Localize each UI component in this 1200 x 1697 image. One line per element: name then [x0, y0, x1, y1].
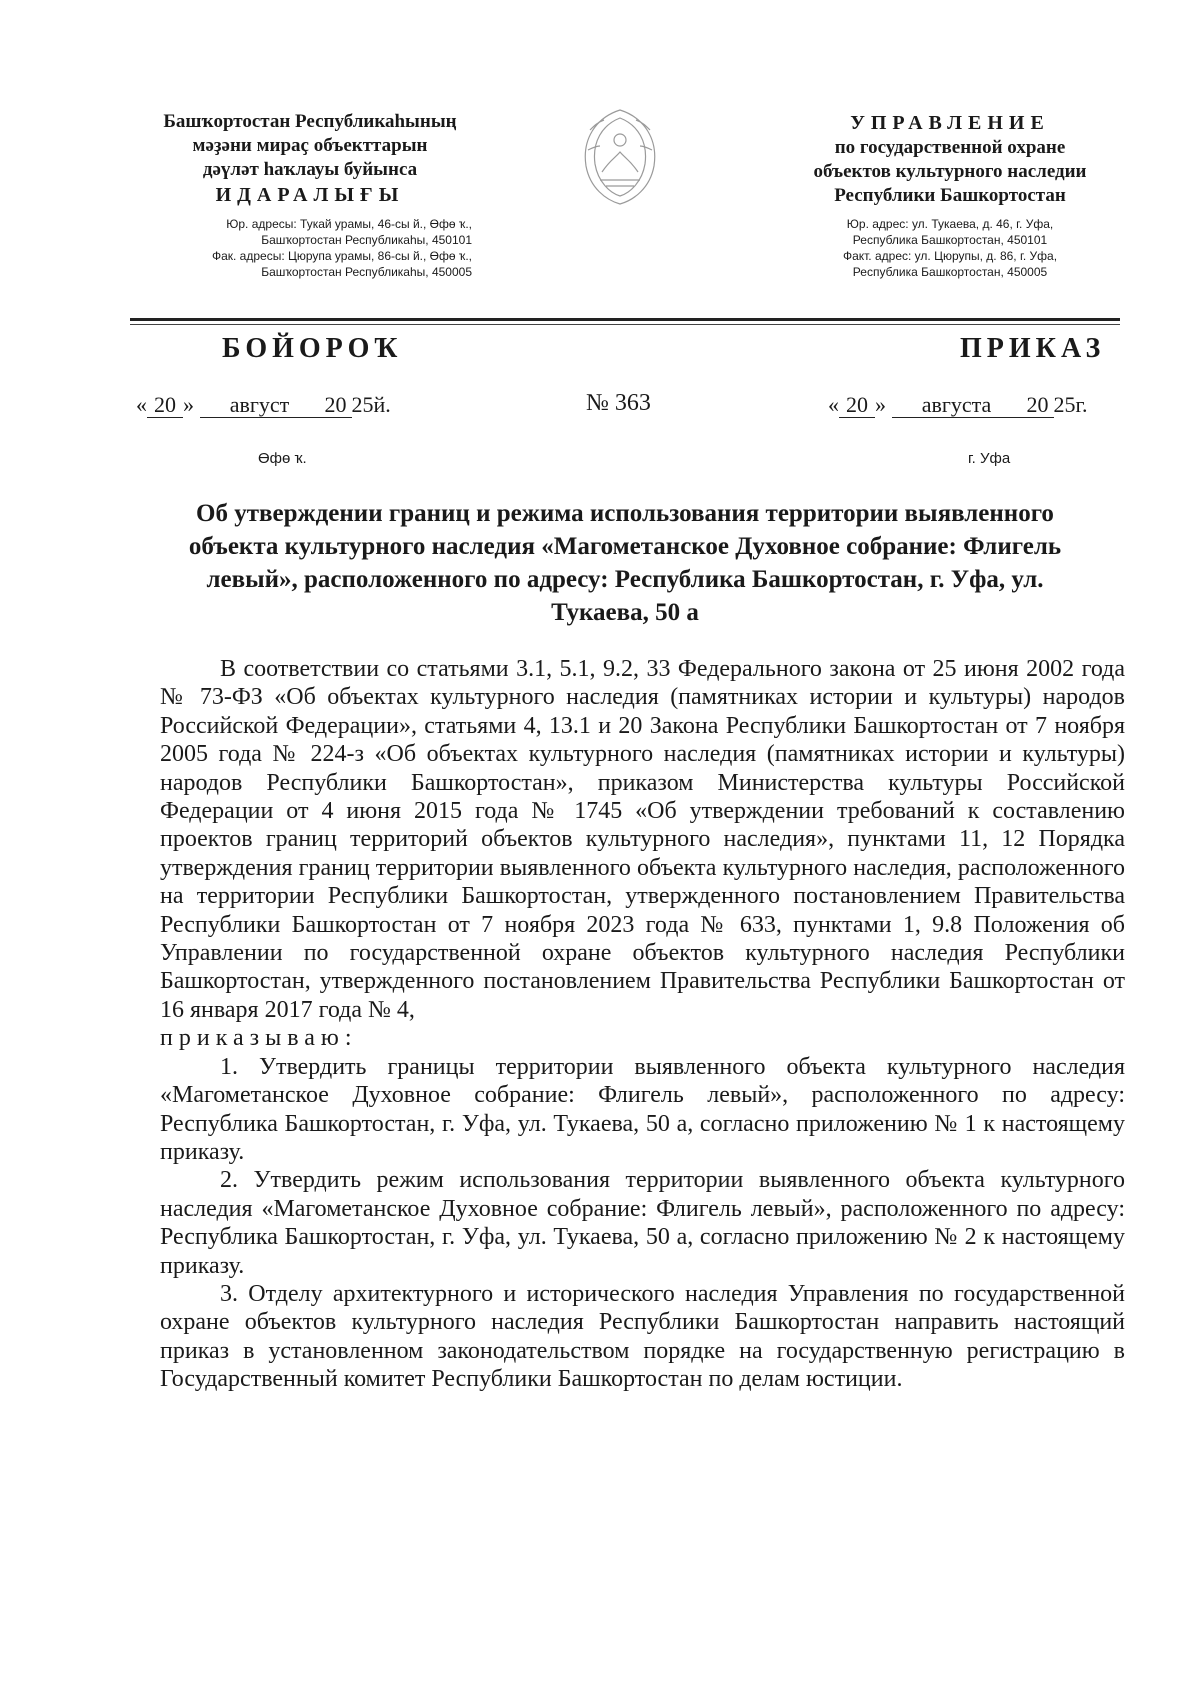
header-right-line: Республики Башкортостан: [834, 185, 1066, 206]
document-subject: Об утверждении границ и режима использования территории выявленного объекта культурного наследия «Магометанское Духовное собрание: Флигель левый», расположенного по адресу: Республика Башкортостан, г. Уфа, ул. Тукаева, 50 а: [188, 500, 1062, 626]
date-russian: [828, 392, 1088, 418]
header-divider: [130, 318, 1120, 321]
header-right-line: объектов культурного наследии: [813, 161, 1087, 182]
date-year-suffix-letter: й.: [373, 392, 391, 417]
place-russian: г. Уфа: [968, 450, 1011, 467]
quote-open: «: [828, 392, 839, 417]
header-divider-thin: [130, 324, 1120, 325]
doc-type-bashkir: БОЙОРОҠ: [222, 333, 403, 364]
date-day: 20: [147, 393, 183, 418]
address-line: Юр. адресы: Тукай урамы, 46-сы й., Өфө ҡ.,: [226, 217, 472, 231]
document-body: [160, 655, 1125, 1394]
header-left-line: Башҡортостан Республикаһының: [163, 111, 457, 132]
address-line: Фак. адресы: Цюрупа урамы, 86-сы й., Өфө ҡ.,: [211, 249, 472, 263]
header-right: [780, 110, 1120, 280]
header-right-address: [780, 216, 1120, 280]
address-line: Факт. адрес: ул. Цюрупы, д. 86, г. Уфа,: [842, 249, 1058, 263]
date-month: август: [200, 393, 320, 418]
date-year-suffix: 25: [351, 392, 374, 417]
address-line: Башҡортостан Республикаһы, 450005: [261, 265, 472, 279]
order-item: 1. Утвердить границы территории выявленного объекта культурного наследия «Магометанское Духовное собрание: Флигель левый», расположенного по адресу: Республика Башкортостан, г. Уфа, ул. Тукаева, 50 а, согласно приложению № 1 к настоящему приказу.: [160, 1053, 1125, 1165]
address-line: Республика Башкортостан, 450005: [852, 265, 1048, 279]
header-left-address: [130, 216, 490, 280]
doc-type-russian: ПРИКАЗ: [960, 333, 1106, 364]
preamble-paragraph: В соответствии со статьями 3.1, 5.1, 9.2, 33 Федерального закона от 25 июня 2002 года № 73-ФЗ «Об объектах культурного наследия (памятниках истории и культуры) народов Российской Федерации», статьями 4, 13.1 и 20 Закона Республики Башкортостан от 7 ноября 2005 года № 224-з «Об объектах культурного наследия (памятниках истории и культуры) народов Республики Башкортостан», приказом Министерства культуры Российской Федерации от 4 июня 2015 года № 1745 «Об утверждении требований к составлению проектов границ территорий объектов культурного наследия», пунктами 11, 12 Порядка утверждения границ территории выявленного объекта культурного наследия, расположенного на территории Республики Башкортостан, утвержденного постановлением Правительства Республики Башкортостан от 7 ноября 2023 года № 633, пунктами 1, 9.8 Положения об Управлении по государственной охране объектов культурного наследия Республики Башкортостан, утвержденного постановлением Правительства Республики Башкортостан от 16 января 2017 года № 4,: [160, 656, 1125, 1023]
date-bashkir: [136, 392, 391, 418]
header-right-line: по государственной охране: [834, 137, 1066, 158]
header-left-line: мәҙәни мираҫ объекттарын: [192, 135, 428, 156]
date-year-prefix: 20: [1022, 393, 1054, 418]
address-line: Республика Башкортостан, 450101: [852, 233, 1048, 247]
date-year-suffix-letter: г.: [1075, 392, 1088, 417]
header-left-line: дәүләт һаҡлауы буйынса: [202, 159, 418, 180]
header-right-org: УПРАВЛЕНИЕ: [850, 112, 1050, 134]
order-word: приказываю:: [160, 1025, 358, 1052]
address-line: Юр. адрес: ул. Тукаева, д. 46, г. Уфа,: [846, 217, 1054, 231]
place-bashkir: Өфө ҡ.: [258, 450, 307, 467]
header-left: [130, 110, 490, 280]
date-year-prefix: 20: [320, 393, 352, 418]
order-item: 3. Отделу архитектурного и исторического наследия Управления по государственной охране объектов культурного наследия Республики Башкортостан направить настоящий приказ в установленном законодательством порядке на государственную регистрацию в Государственный комитет Республики Башкортостан по делам юстиции.: [160, 1280, 1125, 1393]
quote-close: »: [183, 392, 194, 417]
quote-open: «: [136, 392, 147, 417]
header-left-org: ИДАРАЛЫҒЫ: [215, 184, 405, 206]
date-day: 20: [839, 393, 875, 418]
document-number: № 363: [586, 390, 651, 416]
quote-close: »: [875, 392, 886, 417]
date-year-suffix: 25: [1053, 392, 1076, 417]
date-month: августа: [892, 393, 1022, 418]
order-item: 2. Утвердить режим использования территории выявленного объекта культурного наследия «Магометанское Духовное собрание: Флигель левый», расположенного по адресу: Республика Башкортостан, г. Уфа, ул. Тукаева, 50 а, согласно приложению № 2 к настоящему приказу.: [160, 1167, 1125, 1279]
address-line: Башҡортостан Республикаһы, 450101: [261, 233, 472, 247]
coat-of-arms-emblem: [570, 100, 670, 210]
